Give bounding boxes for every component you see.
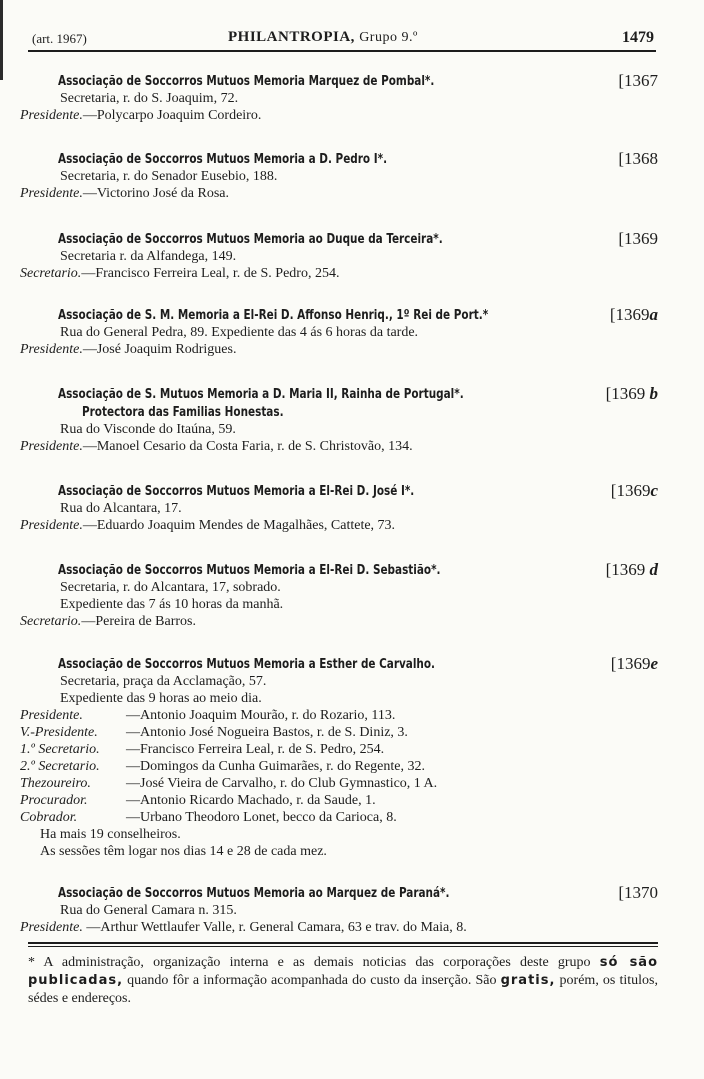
entry-address: Rua do General Camara n. 315. bbox=[60, 903, 237, 918]
officer-role: Thezoureiro. bbox=[20, 776, 91, 791]
entry-subtitle: Protectora das Familias Honestas. bbox=[82, 404, 284, 420]
entry-1369 bbox=[20, 230, 662, 282]
officer-name: —Domingos da Cunha Guimarães, r. do Regente, 32. bbox=[126, 759, 426, 774]
officer-name: —José Vieira de Carvalho, r. do Club Gymnastico, 1 A. bbox=[126, 776, 438, 791]
entry-note: Ha mais 19 conselheiros. bbox=[40, 827, 181, 842]
entry-number bbox=[611, 655, 658, 673]
entry-number bbox=[611, 482, 658, 500]
entry-address: Secretaria, r. do S. Joaquim, 72. bbox=[60, 91, 239, 106]
entry-1370 bbox=[20, 884, 662, 936]
entry-number-suffix: d bbox=[649, 560, 658, 579]
entry-number-suffix: b bbox=[649, 384, 658, 403]
footnote-emphasis: gratis, bbox=[500, 973, 556, 988]
officer-role: 1.º Secretario. bbox=[20, 742, 100, 757]
entry-title: Associação de Soccorros Mutuos Memoria ao Marquez de Paraná*. bbox=[58, 885, 450, 901]
entry-officer bbox=[20, 185, 662, 202]
entry-title: Associação de S. Mutuos Memoria a D. Maria II, Rainha de Portugal*. bbox=[58, 386, 464, 402]
officer-role: Cobrador. bbox=[20, 810, 78, 825]
entry-officer bbox=[20, 265, 662, 282]
entry-number-suffix: e bbox=[650, 654, 658, 673]
officer-name: —José Joaquim Rodrigues. bbox=[82, 342, 237, 357]
officer-role: Presidente. bbox=[20, 342, 83, 357]
officer-name: —Pereira de Barros. bbox=[81, 614, 196, 629]
footnote-rule bbox=[28, 942, 658, 944]
entry-title: Associação de Soccorros Mutuos Memoria a D. Pedro I*. bbox=[58, 151, 388, 167]
entry-number-suffix: c bbox=[650, 481, 658, 500]
officer-row bbox=[20, 775, 662, 792]
officer-name: —Francisco Ferreira Leal, r. de S. Pedro, 254. bbox=[126, 742, 385, 757]
entry-number: [1367 bbox=[618, 71, 658, 90]
entry-1369b bbox=[20, 385, 662, 455]
entry-number bbox=[610, 306, 658, 324]
entry-number bbox=[606, 561, 658, 579]
officer-name: —Antonio Ricardo Machado, r. da Saude, 1. bbox=[126, 793, 376, 808]
entry-officer bbox=[20, 107, 662, 124]
entry-1369c bbox=[20, 482, 662, 534]
entry-officer bbox=[20, 613, 662, 630]
officer-role: Presidente. bbox=[20, 920, 83, 935]
entry-address: Rua do General Pedra, 89. Expediente das 4 ás 6 horas da tarde. bbox=[60, 325, 419, 340]
entry-hours: Expediente das 7 ás 10 horas da manhã. bbox=[60, 597, 284, 612]
entry-number-suffix: a bbox=[649, 305, 658, 324]
officers-list bbox=[20, 707, 662, 826]
entry-address: Secretaria r. da Alfandega, 149. bbox=[60, 249, 237, 264]
entry-number-base: [1369 bbox=[605, 384, 646, 403]
officer-role: Presidente. bbox=[20, 186, 83, 201]
entry-address: Secretaria, r. do Senador Eusebio, 188. bbox=[60, 169, 278, 184]
officer-row bbox=[20, 792, 662, 809]
entry-1369e bbox=[20, 655, 662, 860]
header-group: Grupo 9.º bbox=[359, 30, 418, 45]
entry-officer bbox=[20, 517, 662, 534]
entry-address: Secretaria, praça da Acclamação, 57. bbox=[60, 674, 267, 689]
officer-name: —Francisco Ferreira Leal, r. de S. Pedro, 254. bbox=[81, 266, 340, 281]
officer-role: Procurador. bbox=[20, 793, 88, 808]
entry-title: Associação de Soccorros Mutuos Memoria a El-Rei D. José I*. bbox=[58, 483, 415, 499]
entry-officer bbox=[20, 438, 662, 455]
entry-number: [1368 bbox=[618, 149, 658, 168]
entry-address: Secretaria, r. do Alcantara, 17, sobrado. bbox=[60, 580, 281, 595]
entry-note: As sessões têm logar nos dias 14 e 28 de cada mez. bbox=[40, 844, 327, 859]
officer-role: V.-Presidente. bbox=[20, 725, 98, 740]
footnote-text: quando fôr a informação acompanhada do custo da inserção. São bbox=[127, 973, 497, 988]
officer-role: Presidente. bbox=[20, 439, 83, 454]
officer-row bbox=[20, 724, 662, 741]
officer-name: —Antonio Joaquim Mourão, r. do Rozario, 113. bbox=[126, 708, 396, 723]
entry-title: Associação de Soccorros Mutuos Memoria Marquez de Pombal*. bbox=[58, 73, 435, 89]
entry-address: Rua do Alcantara, 17. bbox=[60, 501, 182, 516]
footnote-emphasis: só são publicadas, bbox=[28, 955, 659, 988]
footnote-text: porém, os titulos, sédes e endereços. bbox=[28, 973, 658, 1006]
entry-number-base: [1369 bbox=[610, 481, 651, 500]
officer-name: —Arthur Wettlaufer Valle, r. General Camara, 63 e trav. do Maia, 8. bbox=[86, 920, 467, 935]
officer-row bbox=[20, 707, 662, 724]
entry-1368 bbox=[20, 150, 662, 202]
entry-number-base: [1369 bbox=[605, 560, 646, 579]
officer-role: Presidente. bbox=[20, 518, 83, 533]
officer-name: —Victorino José da Rosa. bbox=[82, 186, 229, 201]
entry-number bbox=[606, 385, 658, 403]
officer-role: 2.º Secretario. bbox=[20, 759, 100, 774]
header-article: (art. 1967) bbox=[32, 31, 87, 46]
margin-rule bbox=[0, 0, 3, 80]
officer-name: —Antonio José Nogueira Bastos, r. de S. Diniz, 3. bbox=[126, 725, 408, 740]
page-header bbox=[28, 28, 656, 52]
entry-number: [1369 bbox=[618, 229, 658, 248]
entry-number-base: [1369 bbox=[609, 305, 650, 324]
entry-number-base: [1369 bbox=[610, 654, 651, 673]
entry-1367 bbox=[20, 72, 662, 124]
entry-number: [1370 bbox=[618, 883, 658, 902]
page-number: 1479 bbox=[622, 29, 654, 46]
entry-officer bbox=[20, 341, 662, 358]
officer-role: Presidente. bbox=[20, 708, 83, 723]
officer-name: —Urbano Theodoro Lonet, becco da Carioca, 8. bbox=[126, 810, 397, 825]
header-title-text: PHILANTROPIA, bbox=[228, 29, 355, 45]
entry-title: Associação de Soccorros Mutuos Memoria ao Duque da Terceira*. bbox=[58, 231, 443, 247]
entry-title: Associação de Soccorros Mutuos Memoria a El-Rei D. Sebastião*. bbox=[58, 562, 441, 578]
entry-title: Associação de S. M. Memoria a El-Rei D. Affonso Henriq., 1º Rei de Port.* bbox=[58, 307, 489, 323]
officer-row bbox=[20, 741, 662, 758]
officer-name: —Eduardo Joaquim Mendes de Magalhães, Cattete, 73. bbox=[82, 518, 396, 533]
officer-name: —Manoel Cesario da Costa Faria, r. de S. Christovão, 134. bbox=[82, 439, 413, 454]
officer-role: Secretario. bbox=[20, 266, 82, 281]
footnote bbox=[28, 954, 658, 1008]
entry-title: Associação de Soccorros Mutuos Memoria a Esther de Carvalho. bbox=[58, 656, 436, 672]
footnote-rule-thin bbox=[28, 946, 658, 947]
header-title bbox=[228, 29, 418, 46]
entry-address: Rua do Visconde do Itaúna, 59. bbox=[60, 422, 236, 437]
entry-1369d bbox=[20, 561, 662, 630]
footnote-text: * A administração, organização interna e as demais noticias das corporações deste grupo bbox=[28, 955, 591, 970]
officer-role: Secretario. bbox=[20, 614, 82, 629]
officer-role: Presidente. bbox=[20, 108, 83, 123]
officer-row bbox=[20, 809, 662, 826]
entry-officer bbox=[20, 919, 662, 936]
officer-row bbox=[20, 758, 662, 775]
officer-name: —Polycarpo Joaquim Cordeiro. bbox=[82, 108, 262, 123]
entry-hours: Expediente das 9 horas ao meio dia. bbox=[60, 691, 262, 706]
entry-1369a bbox=[20, 306, 662, 358]
